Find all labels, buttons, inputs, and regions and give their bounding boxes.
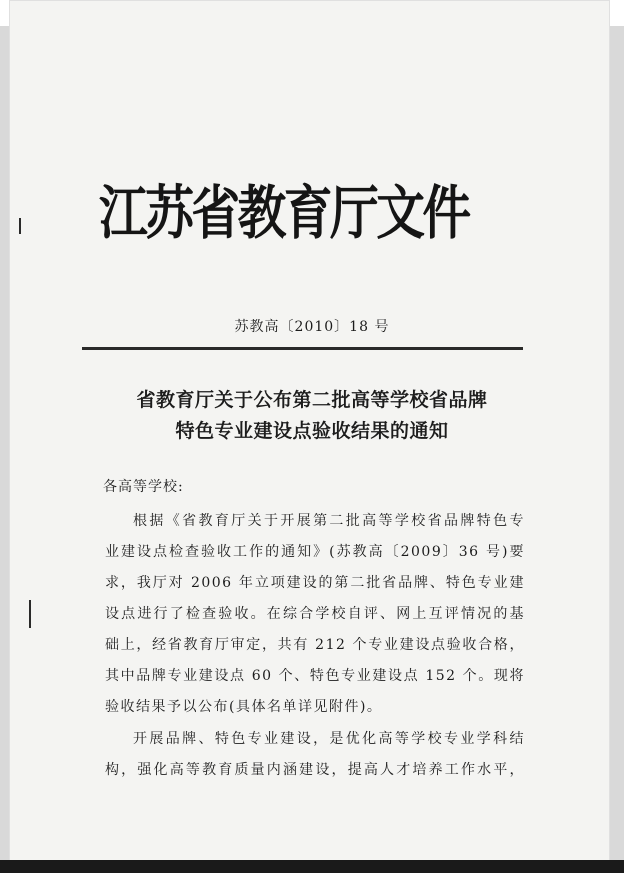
header-divider [82,347,523,350]
notice-title-line-2: 特色专业建设点验收结果的通知 [175,420,449,442]
body-line: 验收结果予以公布(具体名单详见附件)。 [105,699,383,715]
body-line: 求，我厅对 2006 年立项建设的第二批省品牌、特色专业建 [105,575,525,591]
body-line: 业建设点检查验收工作的通知》(苏教高〔2009〕36 号)要 [105,544,525,560]
binding-mark-lower [29,600,31,628]
body-line: 构，强化高等教育质量内涵建设，提高人才培养工作水平， [105,762,525,778]
body-line: 础上，经省教育厅审定，共有 212 个专业建设点验收合格， [105,637,525,653]
document-number: 苏教高〔2010〕18 号 [234,319,390,335]
body-line: 设点进行了检查验收。在综合学校自评、网上互评情况的基 [105,606,525,622]
body-line: 其中品牌专业建设点 60 个、特色专业建设点 152 个。现将 [105,668,525,684]
notice-title-line-1: 省教育厅关于公布第二批高等学校省品牌 [136,389,488,411]
body-line: 根据《省教育厅关于开展第二批高等学校省品牌特色专 [133,513,525,529]
issuing-authority-title: 江苏省教育厅文件 [99,179,469,247]
body-line: 开展品牌、特色专业建设，是优化高等学校专业学科结 [133,731,525,747]
binding-mark-upper [19,218,21,234]
scan-bottom-edge [0,860,624,873]
salutation: 各高等学校: [103,479,184,495]
